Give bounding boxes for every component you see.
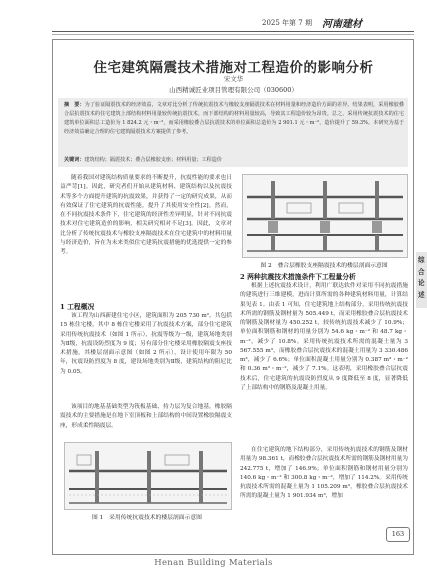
intro-paragraph: 随着我国对建筑结构质量要求的不断提升，抗震性能的要求也日益严苛[1]。因此，研究者们开始从建筑材料、建筑结构以及抗震技术等多个方面提升建筑的抗震效果，并获得了一定的研究成果，从而有效保证了住宅建筑的抗震性能，提升了其使用安全性[2]。然而，在不同抗震技术条件下，住宅建筑的经济性差异明显，针对不同抗震技术对住宅建筑造价的影响，相关研究相对不足[3]。因此，文章对比分析了传统抗震技术与橡胶支座隔震技术在住宅建筑中的材料用量与经济造价，旨在为未来类似住宅建筑抗震措施的优选提供一定的参考。 [60, 175, 232, 255]
abstract [64, 101, 404, 137]
section1-paragraph-1: 该工程为山西新建住宅小区，建筑面积为 205 730 m²，共包括 15 栋住宅楼，其中 8 栋住宅楼采用了抗震技术方案，部分住宅建筑采用传统抗震技术（如图 1 所示），抗震等级为一级，建筑场地类别为Ⅱ级，抗震设防烈度为 9 度；另有部分住宅楼采用橡胶隔震支座技术措施，其楼层剖面示意图（如图 2 所示），设计使用年限为 50 年，抗震设防烈度为 8 度，建设场地类别为Ⅱ级，建筑结构的阻尼比为 0.05。 [60, 313, 232, 375]
section2-paragraph-1: 根据上述抗震技术设计，利用广联达软件对采用不同抗震措施的建筑进行三维建模，进而计算所需的各种建筑材料用量，计算结果见表 1。由表 1 可知，住宅建筑地上结构部分，采用传统抗震技术所需的钢筋及钢材量为 505.449 t，而采用橡胶叠合层抗震技术的钢筋及钢材量为 450.252 t，较传统抗震技术减少了 10.9%；单位面积钢筋和钢材的用量分别为 54.6 kg・m⁻² 和 48.7 kg・m⁻²，减少了 10.8%。采用传统抗震技术所需的混凝土量为 3 567.555 m³，而橡胶叠合层抗震技术的混凝土用量为 3 330.486 m³，减少了 6.6%；单位面积混凝土用量分别为 0.387 m³・m⁻² 和 0.36 m³・m⁻²，减少了 7.1%。这表明，采用橡胶叠合层抗震技术后，住宅建筑的抗震设防烈度从 9 度降低至 8 度，显著降低了上部结构中的钢筋及混凝土用量。 [240, 283, 408, 391]
keywords-body: 建筑结构；隔震技术；叠合层橡胶支座；材料用量；工程造价 [84, 157, 222, 163]
side-tab-label: 综合论述 [418, 256, 425, 299]
header-rule [52, 31, 414, 32]
article-title: 住宅建筑隔震技术措施对工程造价的影响分析 [93, 60, 374, 76]
figure-1 [64, 442, 232, 510]
section2-paragraph-2: 在住宅建筑的地下结构部分，采用传统抗震技术的钢筋及钢材用量为 98.361 t，而橡胶叠合层抗震技术所需的钢筋及钢材用量为 242.775 t，增加了 146.9%；单位面积钢筋和钢材用量分别为 140.6 kg・m⁻² 和 300.8 kg・m⁻²，增加了 114.2%。采用传统抗震技术所需的混凝土量为 1 105.209 m³，橡胶叠合层抗震技术所需的混凝土量为 1 901.934 m³，增加 [240, 447, 408, 500]
section2-heading: 2 两种抗震技术措施条件下工程量分析 [240, 273, 356, 281]
issue-label: 2025 年第 7 期 [262, 19, 312, 27]
figure-1-caption: 图 1 采用传统抗震技术的楼层剖面示意图 [92, 515, 202, 521]
keywords [64, 156, 404, 165]
figure-2-caption: 图 2 叠合层橡胶支座隔震技术的楼层剖面示意图 [260, 263, 388, 269]
keywords-label: 关键词： [64, 157, 85, 163]
author-name: 宋文华 [223, 75, 244, 83]
page-number: 163 [386, 527, 410, 542]
abstract-label: 摘 要： [64, 102, 85, 108]
author-affiliation: 山西精诚匠业项目管理有限公司（030600） [169, 86, 298, 94]
figure-2-drawing [243, 175, 407, 257]
section1-heading: 1 工程概况 [60, 303, 95, 311]
header-rule-thin [52, 34, 414, 35]
figure-2 [242, 174, 408, 258]
abstract-body: 为了验证隔震技术的经济效益，文章对比分析了传统抗震技术与橡胶支座隔震技术在材料用量和经济造价方面的差异。结果表明，采用橡胶叠合层抗震技术的住宅建筑上部结构材料用量较传统抗震技术，而下部结构的材料用量较高，导致其工程造价较为昂贵。总之，采用传统抗震技术的住宅建筑单位面积总工造价为 1 824.2 元・m⁻²，而采用橡胶叠合层抗震技术的单位面积总造价为 2 901.1 元・m⁻²，造价提升了 59.3%。本研究为基于经济效益确定合理的住宅建筑隔震技术方案提供了参考。 [64, 102, 404, 136]
journal-footer: Henan Building Materials [154, 558, 273, 568]
journal-logo: 河南建材 [322, 19, 362, 30]
figure-1-drawing [65, 443, 231, 509]
section1-paragraph-2: 该项目的地基基础类型为筏板基础、持力层为复合地基，橡胶隔震技术的主要措施是在地下室顶板和上部结构的中间设置橡胶隔震支座，形成柔性隔震层。 [60, 404, 232, 429]
